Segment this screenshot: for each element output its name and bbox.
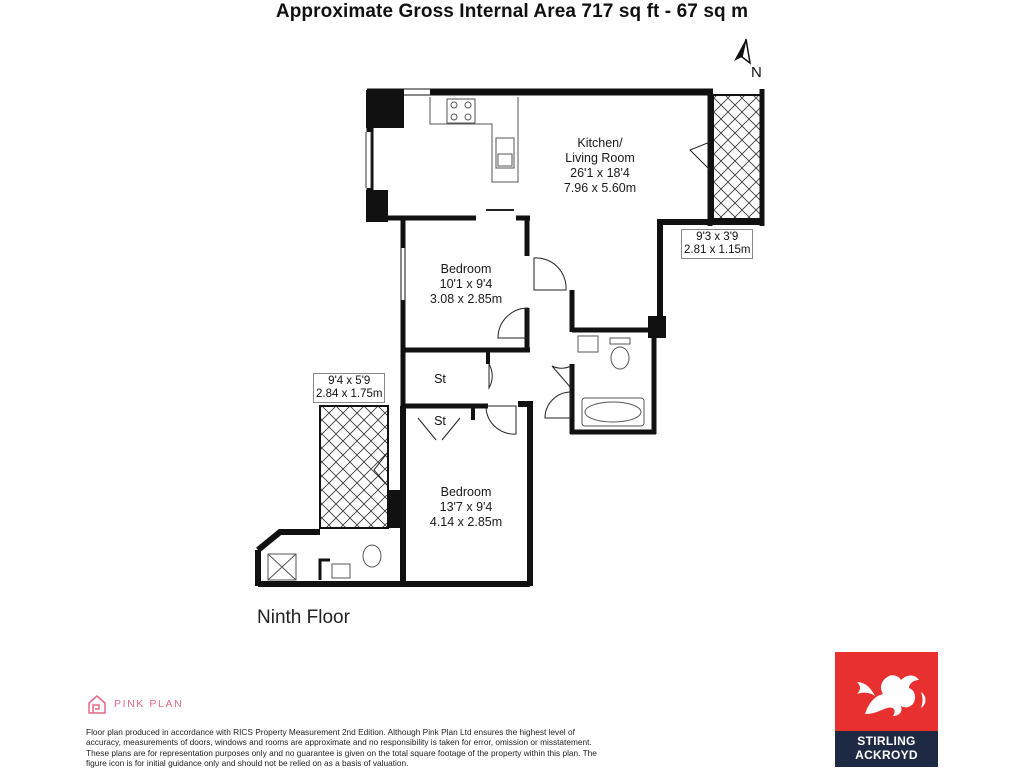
floor-name: Ninth Floor — [257, 607, 350, 628]
room-bedroom-1 — [430, 262, 502, 307]
ensuite-fittings — [268, 545, 381, 580]
room-dim-imperial: 26'1 x 18'4 — [570, 166, 630, 180]
room-dim-imperial: 10'1 x 9'4 — [439, 277, 493, 291]
griffin-icon — [835, 652, 938, 731]
room-name: Kitchen/ — [577, 136, 623, 150]
balcony-dim-imperial: 9'3 x 3'9 — [696, 231, 739, 243]
room-dim-metric: 7.96 x 5.60m — [563, 181, 637, 195]
balcony-dim-metric: 2.84 x 1.75m — [316, 388, 383, 400]
page-title: Approximate Gross Internal Area 717 sq ft - 67 sq m — [275, 1, 749, 22]
kitchen-units — [430, 97, 518, 182]
room-store-2: St — [434, 414, 446, 428]
north-label: N — [751, 64, 762, 81]
disclaimer-text: Floor plan produced in accordance with RICS Property Measurement 2nd Edition. Although Pink Plan Ltd ensures the highest level of accuracy, measurements of doors, windows and rooms are approximate and no responsibility is taken for error, omission or misstatement. These plans are for representation purposes only and no guarantee is given on the total square footage of the property within this plan. The figure icon is for initial guidance only and should not be relied on as a basis of valuation. — [86, 727, 597, 769]
pink-plan-logo — [86, 693, 183, 715]
room-name: Bedroom — [440, 262, 492, 276]
bathroom-fittings — [578, 336, 644, 426]
balcony-west-dims — [313, 373, 385, 403]
house-logo-icon — [86, 693, 108, 715]
balcony-east — [713, 95, 762, 219]
room-dim-metric: 4.14 x 2.85m — [429, 515, 503, 529]
room-dim-metric: 3.08 x 2.85m — [429, 292, 503, 306]
balcony-dim-metric: 2.81 x 1.15m — [684, 244, 751, 256]
room-name: Living Room — [565, 151, 635, 165]
agent-logo — [835, 652, 938, 767]
agent-name-line1: STIRLING — [857, 734, 916, 748]
room-dim-imperial: 13'7 x 9'4 — [439, 500, 493, 514]
balcony-dim-imperial: 9'4 x 5'9 — [328, 375, 371, 387]
room-name: Bedroom — [440, 485, 492, 499]
agent-name-line2: ACKROYD — [855, 748, 918, 762]
balcony-east-dims — [681, 229, 753, 259]
pink-plan-label: PINK PLAN — [114, 698, 184, 710]
room-bedroom-2 — [430, 485, 502, 530]
balcony-west — [320, 406, 388, 528]
room-kitchen-living — [564, 136, 636, 196]
room-store-1: St — [434, 372, 446, 386]
